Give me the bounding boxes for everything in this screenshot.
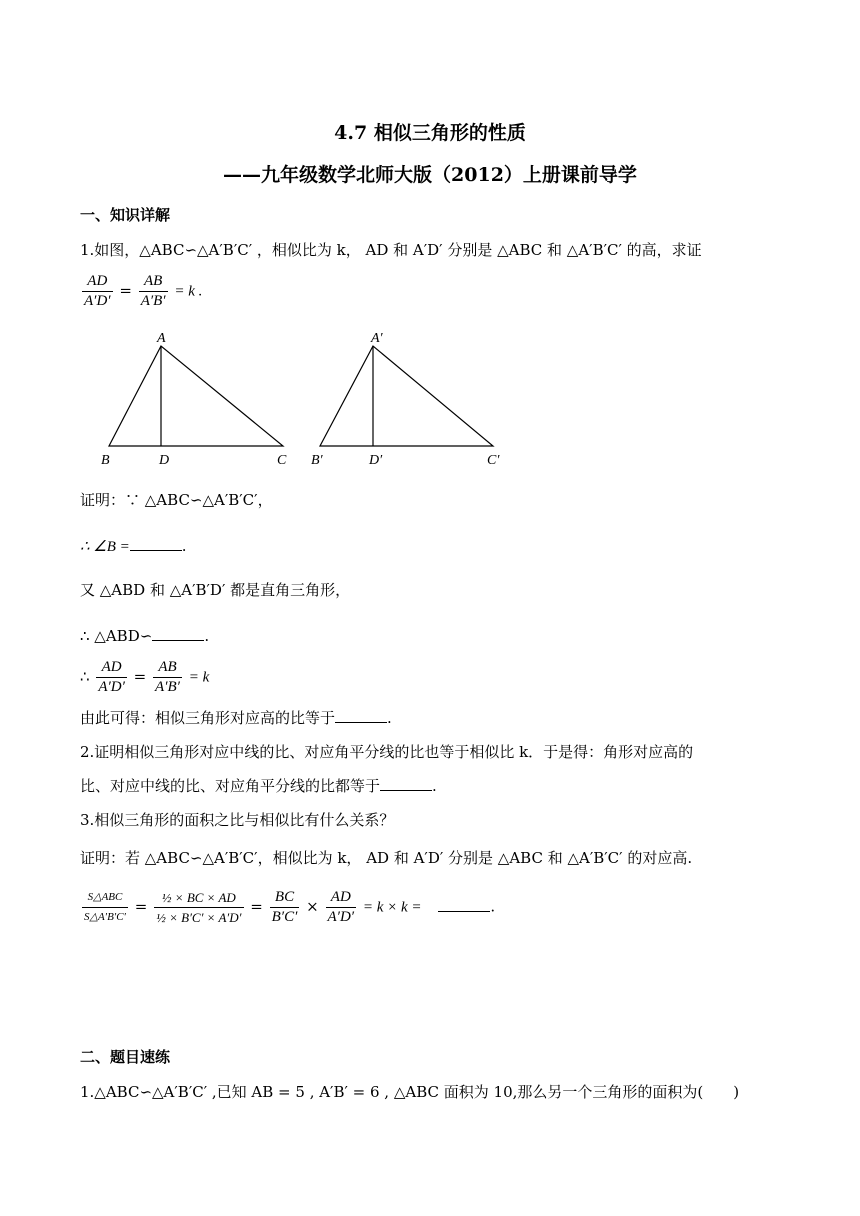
fraction-denominator: S△A′B′C′ <box>84 911 126 923</box>
conclusion-line: 由此可得：相似三角形对应高的比等于 . <box>80 709 392 727</box>
question-1-text: 1.如图，△ABC∽△A′B′C′ ，相似比为 k， AD 和 A′D′ 分别是 △ABC 和 △A′B′C′ 的高，求证 <box>80 241 702 259</box>
fraction-denominator: A′B′ <box>140 293 166 309</box>
fraction-denominator: A′D′ <box>98 679 125 695</box>
question-2-line-1: 2.证明相似三角形对应中线的比、对应角平分线的比也等于相似比 k．于是得：角形对应高的 <box>80 743 694 761</box>
answer-blank[interactable] <box>152 626 204 641</box>
fraction-denominator: B′C′ <box>271 909 298 925</box>
proof-line-4-text: ∴ △ABD∽ <box>80 627 153 645</box>
triangles-figure <box>95 330 515 470</box>
question-2-line-2-text: 比、对应中线的比、对应角平分线的比都等于 <box>80 777 381 795</box>
label-a-prime: A′ <box>371 331 383 346</box>
proof-line-3: 又 △ABD 和 △A′B′D′ 都是直角三角形， <box>80 581 351 599</box>
fraction-numerator: BC <box>270 888 300 908</box>
answer-blank[interactable] <box>438 897 490 912</box>
page-subtitle: ——九年级数学北师大版（2012）上册课前导学 <box>223 164 637 186</box>
fraction-numerator: ½ × BC × AD <box>154 888 243 908</box>
answer-blank[interactable] <box>130 536 182 551</box>
question-3-proof: 证明：若 △ABC∽△A′B′C′，相似比为 k， AD 和 A′D′ 分别是 △ABC 和 △A′B′C′ 的对应高. <box>80 849 693 867</box>
proof-line-1: 证明：∵ △ABC∽△A′B′C′， <box>80 491 273 509</box>
question-1-equation: $\frac{AD}{A'D'}$ = $\frac{AB}{A'B'}$ = k . <box>84 273 203 309</box>
label-c-prime: C′ <box>487 453 500 468</box>
fraction-numerator: AB <box>153 658 182 678</box>
label-a: A <box>157 331 166 346</box>
equation-rhs: = k . <box>174 283 203 300</box>
area-ratio-equation: $\frac{\text{S△ABC}}{S\triangle A'B'C'}$ = $\frac{\text{½ × BC × AD}}{\text{½ × B′C′ × A′D′}}$ = $\frac{BC}{B'C'}$ × $\frac{AD}{A'D'}$ = k × k = . <box>84 889 496 925</box>
equation-rhs: = k <box>188 669 210 686</box>
equation-tail: = k × k = <box>362 899 422 916</box>
question-2-line-2: 比、对应中线的比、对应角平分线的比都等于 . <box>80 777 437 795</box>
practice-question-1: 1.△ABC∽△A′B′C′ ,已知 AB = 5 , A′B′ = 6 , △ABC 面积为 10,那么另一个三角形的面积为( ) <box>80 1083 740 1101</box>
proof-line-5: ∴ $\frac{AD}{A'D'}$ = $\frac{AB}{A'B'}$ = k <box>80 659 210 695</box>
label-b-prime: B′ <box>311 453 323 468</box>
fraction-denominator: A′D′ <box>327 909 355 925</box>
fraction-numerator: AD <box>326 888 357 908</box>
fraction-denominator: A′D′ <box>84 293 111 309</box>
section-heading-practice: 二、题目速练 <box>80 1048 171 1066</box>
triangle-abc <box>109 346 283 446</box>
fraction-numerator: AD <box>96 658 127 678</box>
proof-line-2: ∴ ∠B = . <box>80 537 187 555</box>
label-c: C <box>277 453 287 468</box>
triangle-a-prime-b-prime-c-prime <box>320 346 493 446</box>
therefore-symbol: ∴ <box>80 667 90 686</box>
question-3: 3.相似三角形的面积之比与相似比有什么关系？ <box>80 811 395 829</box>
label-b: B <box>101 453 110 468</box>
fraction-denominator: A′B′ <box>155 679 180 695</box>
page-title: 4.7 相似三角形的性质 <box>334 122 526 144</box>
conclusion-text: 由此可得：相似三角形对应高的比等于 <box>80 709 336 727</box>
label-d: D <box>159 453 170 468</box>
fraction-numerator: AD <box>82 272 113 292</box>
proof-line-4: ∴ △ABD∽ . <box>80 627 210 645</box>
label-d-prime: D′ <box>369 453 383 468</box>
fraction-denominator: ½ × B′C′ × A′D′ <box>156 910 242 925</box>
section-heading-knowledge: 一、知识详解 <box>80 206 171 224</box>
fraction-numerator: S△ABC <box>82 888 128 908</box>
proof-line-2-text: ∴ ∠B = <box>80 539 130 555</box>
answer-blank[interactable] <box>335 708 387 723</box>
answer-blank[interactable] <box>380 776 432 791</box>
fraction-numerator: AB <box>139 272 168 292</box>
